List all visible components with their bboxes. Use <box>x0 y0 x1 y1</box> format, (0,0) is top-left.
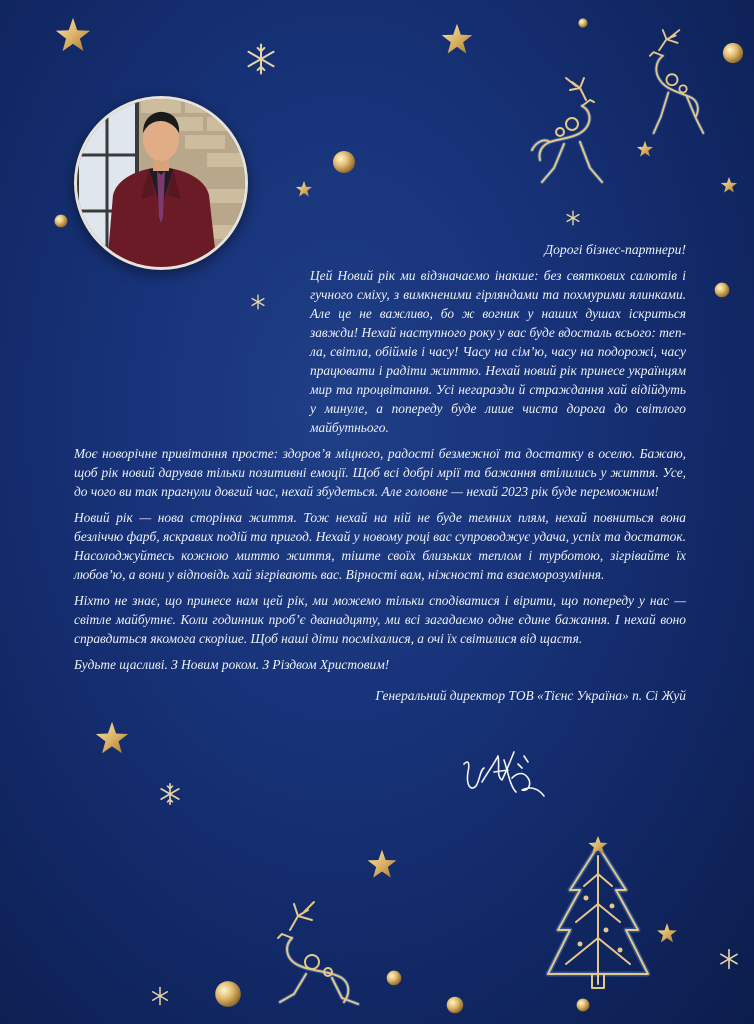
paragraph: Будьте щасливі. З Новим роком. З Різдвом Христовим! <box>74 657 390 672</box>
ornament-ball-icon <box>714 282 730 298</box>
handwritten-signature <box>458 742 550 808</box>
ornament-ball-icon <box>578 18 588 28</box>
snowflake-icon <box>158 782 182 806</box>
star-icon <box>440 22 474 56</box>
ornament-ball-icon <box>722 42 744 64</box>
star-icon <box>366 848 398 880</box>
snowflake-icon <box>244 42 278 76</box>
star-icon <box>94 720 130 756</box>
reindeer-icon <box>626 28 718 148</box>
star-icon <box>295 180 313 198</box>
ornament-ball-icon <box>446 996 464 1014</box>
snowflake-icon <box>150 986 170 1006</box>
paragraph: Цей Новий рік ми відзначаємо інакше: без святкових салютів і гучного сміху, з вимкненими гірляндами та похмурими ялинками. Але це не важливо, бо ж вогник у наших душах іскриться завжди! Нехай наступного року у вас буде вдосталь всього: тепла, світла, обіймів і часу! Часу на сім’ю, часу на подорожі, часу працювати і радіти життю. Нехай новий рік принесе українцям мир та процвітання. Усі негаразди й страждання хай відійдуть у минуле, а попереду буде лише чиста дорога до світлого майбутнього. <box>310 268 686 435</box>
ornament-ball-icon <box>332 150 356 174</box>
ornament-ball-icon <box>386 970 402 986</box>
paragraph: Ніхто не знає, що принесе нам цей рік, ми можемо тільки сподіватися і вірити, що попереду у нас — світле майбутнє. Коли годинник проб’є дванадцяту, ми всі загадаємо одне єдине бажання. І нехай воно справдиться якомога скоріше. Щоб наші діти посміхалися, а очі їх світилися від щастя. <box>74 593 686 646</box>
reindeer-icon <box>258 898 368 1022</box>
star-icon <box>54 16 92 54</box>
star-icon <box>720 176 738 194</box>
star-icon <box>656 922 678 944</box>
greeting: Дорогі бізнес-партнери! <box>544 242 686 257</box>
signature-line: Генеральний директор ТОВ «Тієнс Україна» п. Сі Жуй <box>375 688 686 703</box>
letter-body <box>74 240 686 705</box>
snowflake-icon <box>565 210 581 226</box>
snowflake-icon <box>718 948 740 970</box>
ornament-ball-icon <box>54 214 68 228</box>
paragraph: Моє новорічне привітання просте: здоров’я міцного, радості безмежної та достатку в оселю. Бажаю, щоб рік новий дарував тільки позитивні емоції. Щоб всі добрі мрії та бажання втілились у життя. Усе, до чого ви так прагнули довгий час, нехай збудеться. Але головне — нехай 2023 рік буде переможним! <box>74 446 686 499</box>
ornament-ball-icon <box>576 998 590 1012</box>
christmas-tree-icon <box>540 834 658 994</box>
ornament-ball-icon <box>214 980 242 1008</box>
paragraph: Новий рік — нова сторінка життя. Тож нехай на ній не буде темних плям, нехай повниться вона безліччю фарб, яскравих подій та пригод. Нехай у новому році вас супроводжує удача, успіх та достаток. Насолоджуйтесь кожною миттю життя, тіште своїх близьких теплом і турботою, зігрівайте їх любов’ю, а вони у відповідь хай зігрівають вас. Вірності вам, ніжності та взаєморозуміння. <box>74 510 686 582</box>
reindeer-icon <box>520 72 620 192</box>
